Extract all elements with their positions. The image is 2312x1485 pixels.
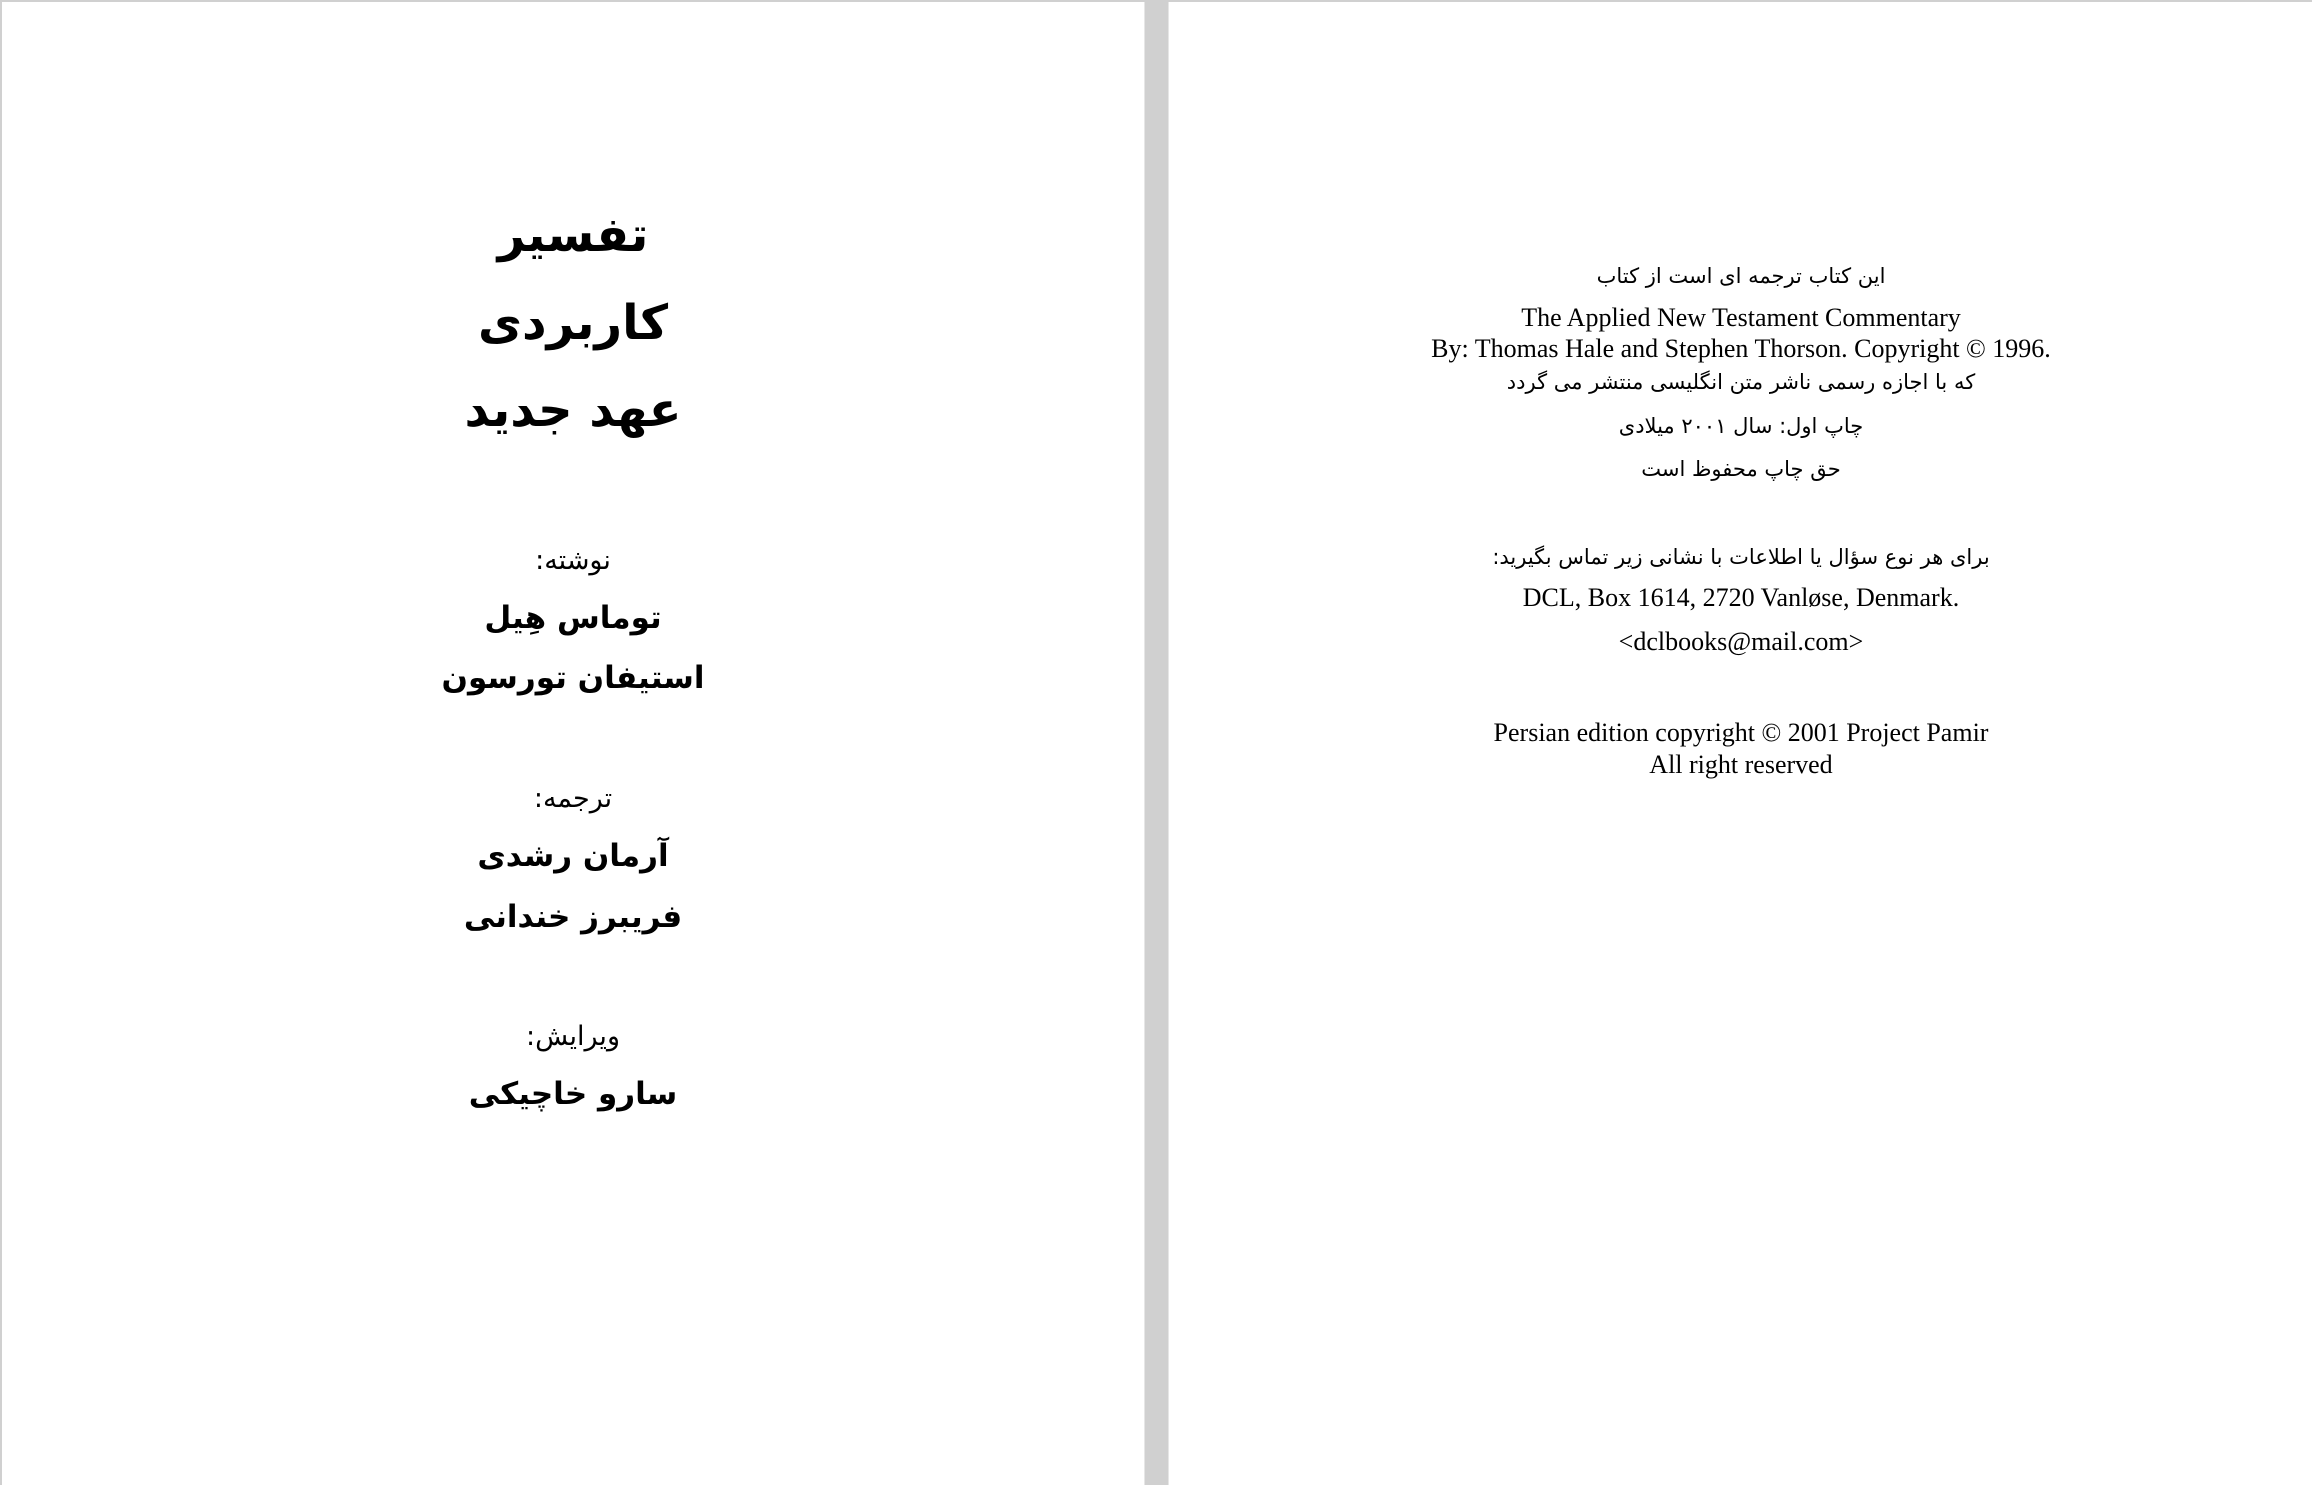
persian-edition-copyright: Persian edition copyright © 2001 Project Pamir [1493,718,1989,747]
translator-name-1: آرمان رشدی [477,838,669,874]
translation-intro: این کتاب ترجمه ای است از کتاب [1596,264,1886,288]
translator-name-2: فریبرز خندانی [463,899,683,935]
original-credit: By: Thomas Hale and Stephen Thorson. Copyright © 1996. [1431,334,2051,363]
book-title-line-2: کاربردی [477,295,669,351]
editor-name: سارو خاچیکی [468,1076,678,1112]
author-name-1: توماس هِیل [484,600,662,636]
contact-email: <dclbooks@mail.com> [1618,627,1864,656]
original-title: The Applied New Testament Commentary [1521,303,1961,332]
book-title-line-3: عهد جدید [464,382,682,438]
permission-note: که با اجازه رسمی ناشر متن انگلیسی منتشر می گردد [1506,370,1976,394]
book-title-line-1: تفسیر [497,207,649,263]
title-page [2,2,1145,1485]
author-name-2: استیفان تورسون [441,660,705,696]
rights-fa: حق چاپ محفوظ است [1641,457,1841,481]
copyright-page [1168,2,2312,1485]
editor-label: ویرایش: [526,1021,620,1052]
contact-intro: برای هر نوع سؤال یا اطلاعات با نشانی زیر تماس بگیرید: [1492,545,1990,569]
rights-en: All right reserved [1649,750,1833,779]
first-print: چاپ اول: سال ۲۰۰۱ میلادی [1618,414,1864,438]
author-label: نوشته: [535,545,611,576]
contact-address: DCL, Box 1614, 2720 Vanløse, Denmark. [1522,583,1960,612]
translator-label: ترجمه: [533,783,613,814]
